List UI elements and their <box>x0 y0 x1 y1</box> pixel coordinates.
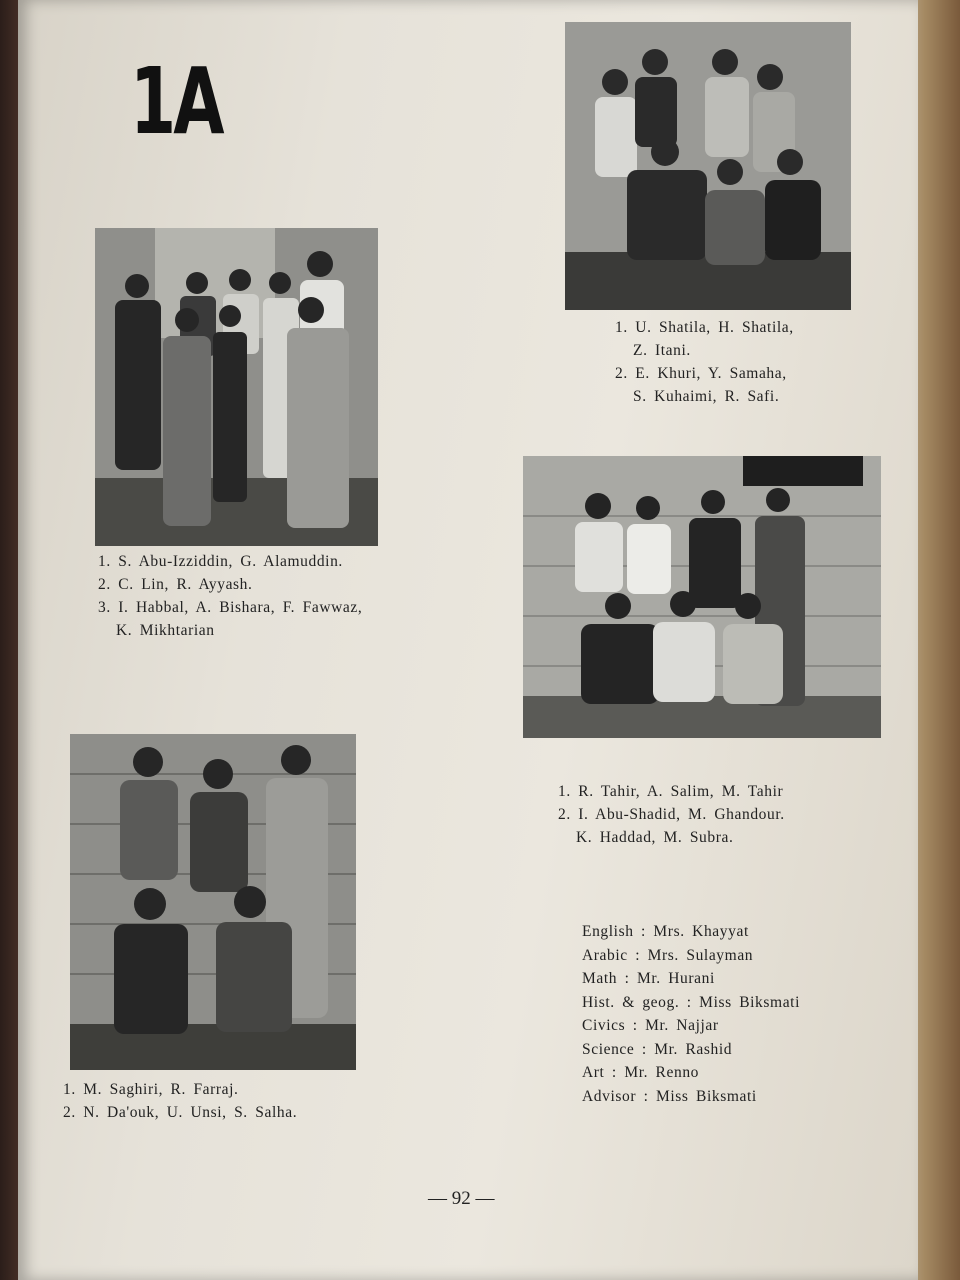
class-photo-middle-left <box>95 228 378 546</box>
class-heading: 1A <box>130 48 222 155</box>
yearbook-page <box>18 0 918 1280</box>
caption-middle-right <box>558 780 785 849</box>
caption-line: 2. E. Khuri, Y. Samaha, <box>615 365 787 382</box>
teacher-line: Math : Mr. Hurani <box>582 970 715 987</box>
caption-line: Z. Itani. <box>633 342 691 359</box>
caption-line: 1. R. Tahir, A. Salim, M. Tahir <box>558 783 784 800</box>
teacher-line: Hist. & geog. : Miss Biksmati <box>582 993 800 1011</box>
caption-line: 2. N. Da'ouk, U. Unsi, S. Salha. <box>63 1104 298 1121</box>
teacher-line: Advisor : Miss Biksmati <box>582 1087 757 1105</box>
caption-line: 2. C. Lin, R. Ayyash. <box>98 576 253 593</box>
teacher-line: Arabic : Mrs. Sulayman <box>582 946 754 964</box>
photo-figures <box>565 22 851 310</box>
class-photo-middle-right <box>523 456 881 738</box>
caption-line: 3. I. Habbal, A. Bishara, F. Fawwaz, <box>98 599 363 616</box>
teacher-list <box>582 920 800 1108</box>
class-photo-bottom-left <box>70 734 356 1070</box>
caption-line: 1. U. Shatila, H. Shatila, <box>615 319 794 336</box>
page-number: — 92 — <box>428 1188 495 1209</box>
caption-line: K. Haddad, M. Subra. <box>576 829 734 846</box>
teacher-line: Science : Mr. Rashid <box>582 1040 733 1058</box>
caption-top-right <box>615 316 794 408</box>
photo-figures <box>95 228 378 546</box>
caption-bottom-left <box>63 1078 297 1124</box>
photo-figures <box>523 456 881 738</box>
caption-line: 2. I. Abu-Shadid, M. Ghandour. <box>558 806 785 823</box>
photo-figures <box>70 734 356 1070</box>
teacher-line: Art : Mr. Renno <box>582 1064 700 1081</box>
teacher-line: Civics : Mr. Najjar <box>582 1017 719 1034</box>
caption-middle-left <box>98 550 362 642</box>
caption-line: 1. S. Abu-Izziddin, G. Alamuddin. <box>98 553 343 570</box>
caption-line: K. Mikhtarian <box>116 622 215 639</box>
teacher-line: English : Mrs. Khayyat <box>582 923 749 940</box>
class-photo-top-right <box>565 22 851 310</box>
caption-line: S. Kuhaimi, R. Safi. <box>633 388 780 405</box>
caption-line: 1. M. Saghiri, R. Farraj. <box>63 1081 239 1098</box>
